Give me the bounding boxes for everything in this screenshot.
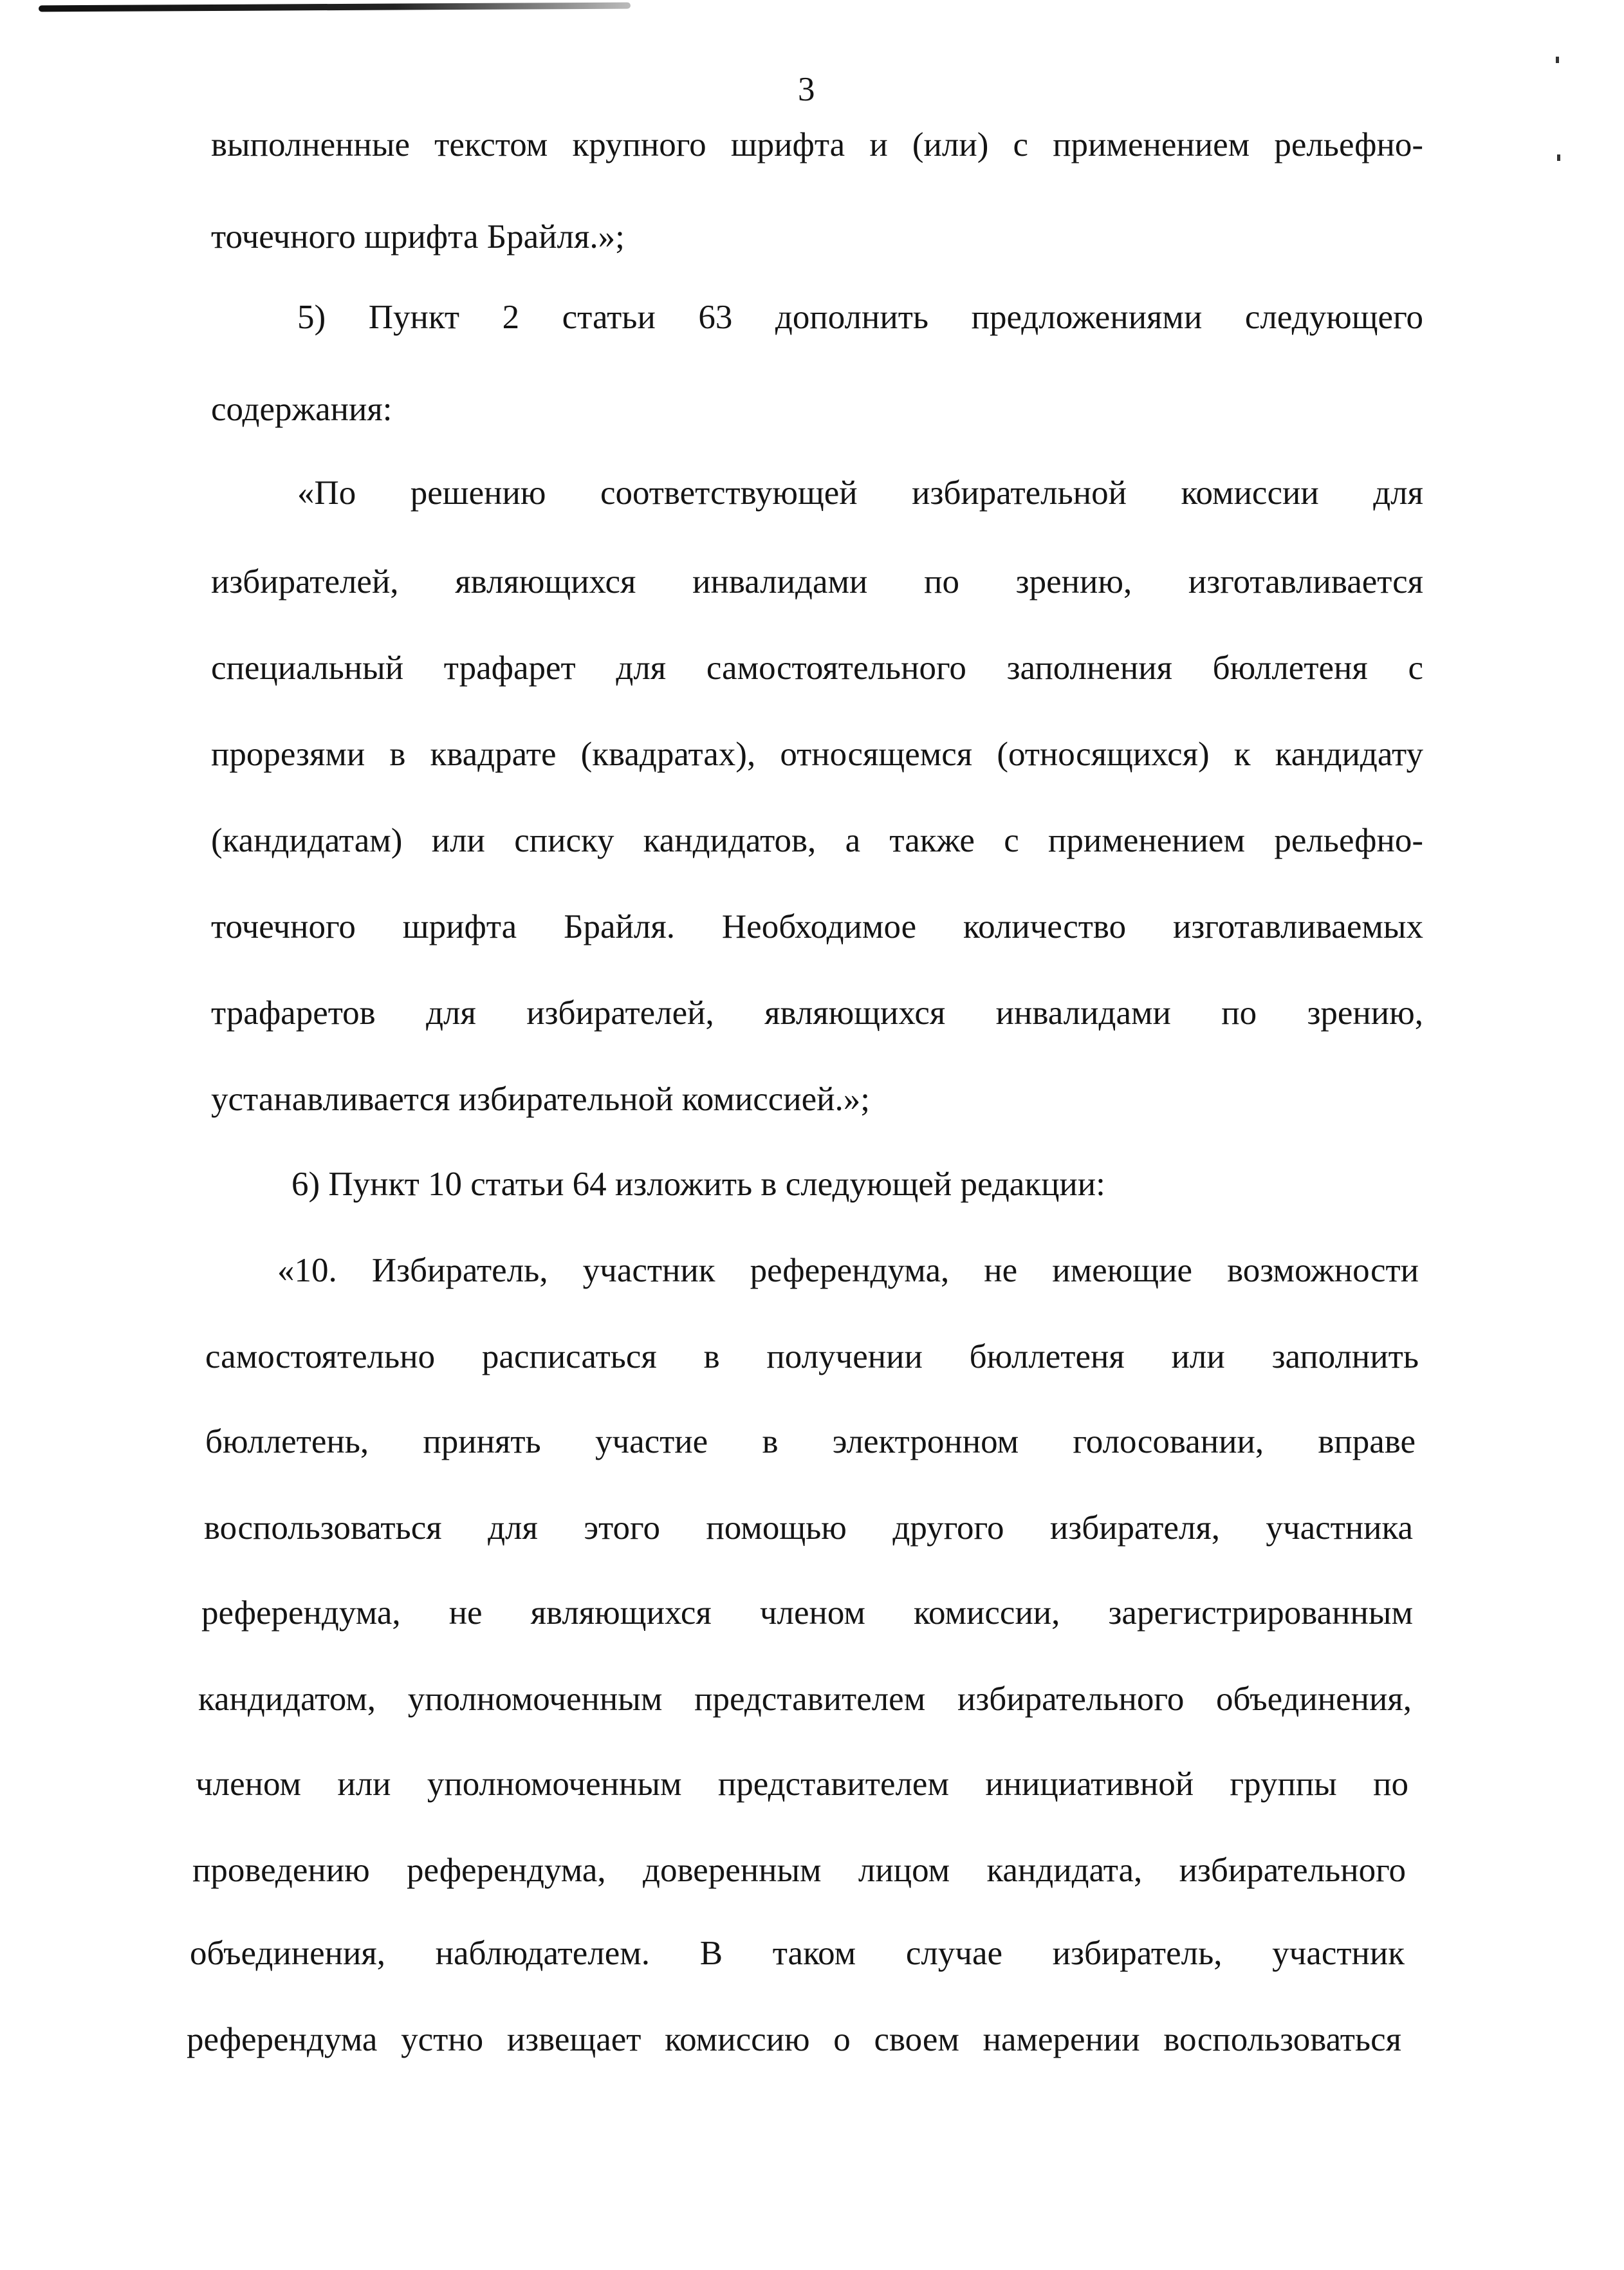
text-line: трафаретов для избирателей, являющихся инвалидами по зрению,: [211, 994, 1423, 1032]
text-line: членом или уполномоченным представителем инициативной группы по: [196, 1765, 1408, 1803]
text-line: точечного шрифта Брайля.»;: [211, 218, 625, 256]
text-line: избирателей, являющихся инвалидами по зрению, изготавливается: [211, 563, 1423, 600]
scan-speck: [1557, 154, 1560, 161]
text-line: 5) Пункт 2 статьи 63 дополнить предложениями следующего: [297, 299, 1423, 336]
text-line: 6) Пункт 10 статьи 64 изложить в следующей редакции:: [291, 1166, 1105, 1203]
text-line: прорезями в квадрате (квадратах), относящемся (относящихся) к кандидату: [211, 736, 1423, 773]
page-number: 3: [798, 71, 815, 108]
text-line: точечного шрифта Брайля. Необходимое количество изготавливаемых: [211, 908, 1423, 945]
text-line: выполненные текстом крупного шрифта и (или) с применением рельефно-: [211, 126, 1423, 163]
text-line: устанавливается избирательной комиссией.»;: [211, 1081, 871, 1118]
text-line: воспользоваться для этого помощью другого избирателя, участника: [204, 1509, 1413, 1547]
scan-speck: [1556, 57, 1559, 63]
text-line: содержания:: [211, 391, 392, 428]
text-line: бюллетень, принять участие в электронном голосовании, вправе: [205, 1423, 1416, 1460]
scan-artifact-bar: [39, 3, 631, 12]
text-line: «По решению соответствующей избирательной комиссии для: [297, 474, 1423, 512]
text-line: самостоятельно расписаться в получении бюллетеня или заполнить: [205, 1338, 1419, 1375]
text-line: проведению референдума, доверенным лицом кандидата, избирательного: [192, 1852, 1406, 1889]
text-line: специальный трафарет для самостоятельного заполнения бюллетеня с: [211, 649, 1423, 687]
text-line: кандидатом, уполномоченным представителем избирательного объединения,: [198, 1680, 1412, 1718]
text-line: референдума, не являющихся членом комиссии, зарегистрированным: [201, 1594, 1413, 1632]
text-line: объединения, наблюдателем. В таком случае избиратель, участник: [190, 1935, 1405, 1972]
text-line: референдума устно извещает комиссию о своем намерении воспользоваться: [187, 2021, 1401, 2058]
text-line: (кандидатам) или списку кандидатов, а также с применением рельефно-: [211, 822, 1423, 859]
text-line: «10. Избиратель, участник референдума, не имеющие возможности: [277, 1252, 1419, 1289]
